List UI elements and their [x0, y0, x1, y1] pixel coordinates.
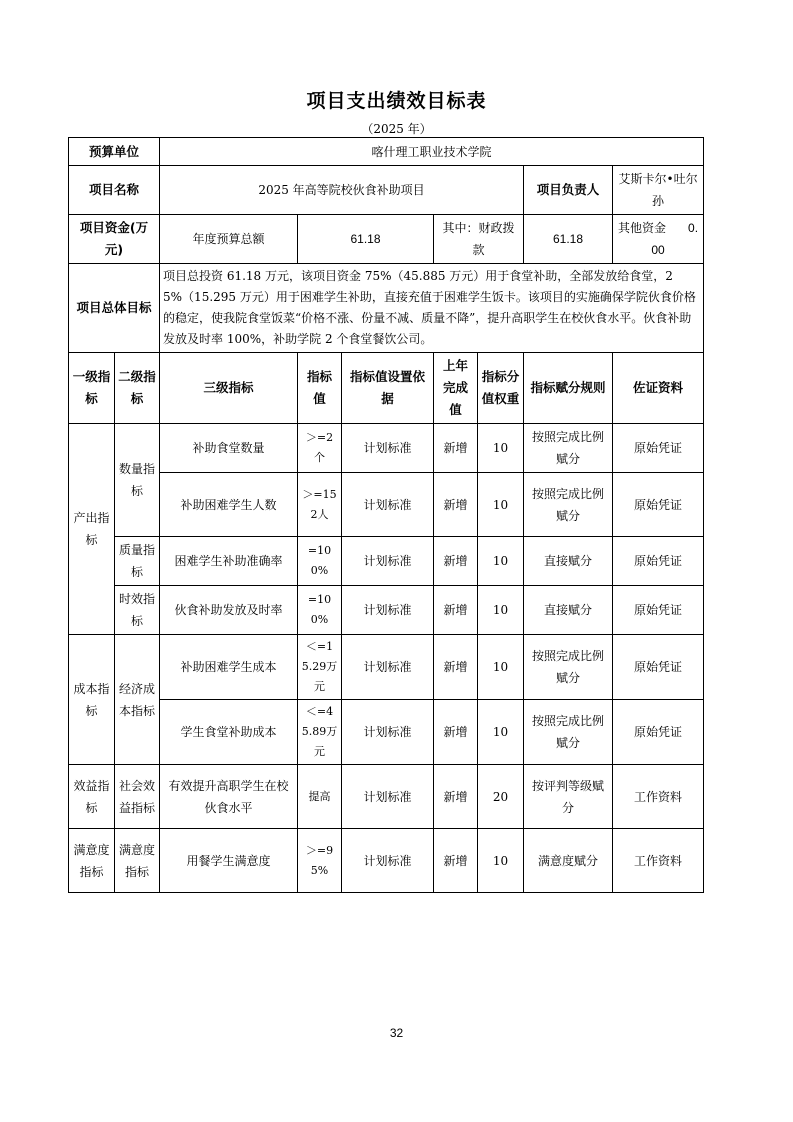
indicator-name: 补助困难学生人数 [160, 473, 298, 537]
indicator-name: 伙食补助发放及时率 [160, 586, 298, 635]
indicator-basis: 计划标准 [342, 537, 434, 586]
indicator-weight: 10 [478, 473, 524, 537]
indicator-name: 困难学生补助准确率 [160, 537, 298, 586]
indicator-weight: 20 [478, 765, 524, 829]
goal-label: 项目总体目标 [69, 264, 160, 353]
table-row [69, 424, 704, 473]
indicator-rule: 直接赋分 [524, 537, 613, 586]
table-row [69, 537, 704, 586]
indicator-evidence: 原始凭证 [613, 586, 704, 635]
page-title: 项目支出绩效目标表 [306, 90, 487, 112]
other-funds-cell [613, 215, 704, 264]
table-row [69, 700, 704, 765]
budget-unit-label: 预算单位 [69, 138, 160, 166]
header-level2: 二级指标 [115, 353, 160, 424]
indicator-name: 学生食堂补助成本 [160, 700, 298, 765]
indicator-basis: 计划标准 [342, 765, 434, 829]
indicator-value: ＞=95% [298, 829, 342, 893]
header-basis: 指标值设置依据 [342, 353, 434, 424]
group-economic-cost: 经济成本指标 [115, 635, 160, 765]
fiscal-label: 其中：财政拨款 [434, 215, 524, 264]
header-weight: 指标分值权重 [478, 353, 524, 424]
group-satisfaction-sub: 满意度指标 [115, 829, 160, 893]
indicator-weight: 10 [478, 537, 524, 586]
indicator-name: 用餐学生满意度 [160, 829, 298, 893]
indicator-weight: 10 [478, 700, 524, 765]
project-name-label: 项目名称 [69, 166, 160, 215]
annual-budget-value: 61.18 [298, 215, 434, 264]
indicator-value: =100% [298, 586, 342, 635]
indicator-weight: 10 [478, 635, 524, 700]
header-level3: 三级指标 [160, 353, 298, 424]
table-row [69, 829, 704, 893]
indicator-basis: 计划标准 [342, 424, 434, 473]
indicator-last-year: 新增 [434, 473, 478, 537]
indicator-basis: 计划标准 [342, 635, 434, 700]
indicator-value: ＞=152人 [298, 473, 342, 537]
group-benefit: 效益指标 [69, 765, 115, 829]
funds-label: 项目资金(万元) [69, 215, 160, 264]
page-number: 32 [389, 1026, 404, 1040]
indicator-rule: 按照完成比例赋分 [524, 635, 613, 700]
indicator-evidence: 原始凭证 [613, 424, 704, 473]
indicator-name: 补助困难学生成本 [160, 635, 298, 700]
indicator-last-year: 新增 [434, 586, 478, 635]
indicator-rule: 按照完成比例赋分 [524, 473, 613, 537]
header-rule: 指标赋分规则 [524, 353, 613, 424]
indicator-last-year: 新增 [434, 829, 478, 893]
header-level1: 一级指标 [69, 353, 115, 424]
indicator-value: ＞=2个 [298, 424, 342, 473]
fiscal-value: 61.18 [524, 215, 613, 264]
header-value: 指标值 [298, 353, 342, 424]
annual-budget-label: 年度预算总额 [160, 215, 298, 264]
indicator-basis: 计划标准 [342, 586, 434, 635]
indicator-weight: 10 [478, 829, 524, 893]
indicator-name: 补助食堂数量 [160, 424, 298, 473]
group-output: 产出指标 [69, 424, 115, 635]
indicator-rule: 满意度赋分 [524, 829, 613, 893]
indicator-evidence: 原始凭证 [613, 473, 704, 537]
indicator-rule: 直接赋分 [524, 586, 613, 635]
indicator-value: =100% [298, 537, 342, 586]
other-funds-value: 0.00 [651, 221, 699, 257]
project-leader-value: 艾斯卡尔•吐尔孙 [613, 166, 704, 215]
group-timeliness: 时效指标 [115, 586, 160, 635]
indicator-last-year: 新增 [434, 635, 478, 700]
budget-unit-value: 喀什理工职业技术学院 [160, 138, 704, 166]
table-row [69, 473, 704, 537]
indicator-basis: 计划标准 [342, 700, 434, 765]
table-row [69, 586, 704, 635]
table-row [69, 635, 704, 700]
indicator-rule: 按评判等级赋分 [524, 765, 613, 829]
indicator-name: 有效提升高职学生在校伙食水平 [160, 765, 298, 829]
indicator-weight: 10 [478, 424, 524, 473]
other-funds-label: 其他资金 [618, 221, 667, 235]
group-quality: 质量指标 [115, 537, 160, 586]
indicator-basis: 计划标准 [342, 473, 434, 537]
indicator-last-year: 新增 [434, 424, 478, 473]
indicator-rule: 按照完成比例赋分 [524, 424, 613, 473]
indicator-last-year: 新增 [434, 537, 478, 586]
group-social-benefit: 社会效益指标 [115, 765, 160, 829]
performance-target-table [68, 137, 704, 893]
project-name-value: 2025 年高等院校伙食补助项目 [160, 166, 524, 215]
goal-text: 项目总投资 61.18 万元，该项目资金 75%（45.885 万元）用于食堂补助，全部发放给食堂，25%（15.295 万元）用于困难学生补助，直接充值于困难学生饭卡。该项目的实施确保学院伙食价格的稳定，使我院食堂饭菜“价格不涨、份量不减、质量不降”，提升高职学生在校伙食水平。伙食补助发放及时率 100%，补助学院 2 个食堂餐饮公司。 [160, 264, 704, 353]
indicator-evidence: 原始凭证 [613, 700, 704, 765]
indicator-basis: 计划标准 [342, 829, 434, 893]
indicator-evidence: 原始凭证 [613, 635, 704, 700]
indicator-value: ＜=15.29万元 [298, 635, 342, 700]
group-quantity: 数量指标 [115, 424, 160, 537]
indicator-last-year: 新增 [434, 700, 478, 765]
indicator-rule: 按照完成比例赋分 [524, 700, 613, 765]
table-row [69, 765, 704, 829]
indicator-weight: 10 [478, 586, 524, 635]
group-satisfaction: 满意度指标 [69, 829, 115, 893]
year-label: （2025 年） [361, 122, 432, 136]
indicator-value: 提高 [298, 765, 342, 829]
indicator-last-year: 新增 [434, 765, 478, 829]
indicator-evidence: 工作资料 [613, 829, 704, 893]
header-last-year: 上年完成值 [434, 353, 478, 424]
indicator-value: ＜=45.89万元 [298, 700, 342, 765]
header-evidence: 佐证资料 [613, 353, 704, 424]
group-cost: 成本指标 [69, 635, 115, 765]
indicator-evidence: 原始凭证 [613, 537, 704, 586]
indicator-evidence: 工作资料 [613, 765, 704, 829]
project-leader-label: 项目负责人 [524, 166, 613, 215]
